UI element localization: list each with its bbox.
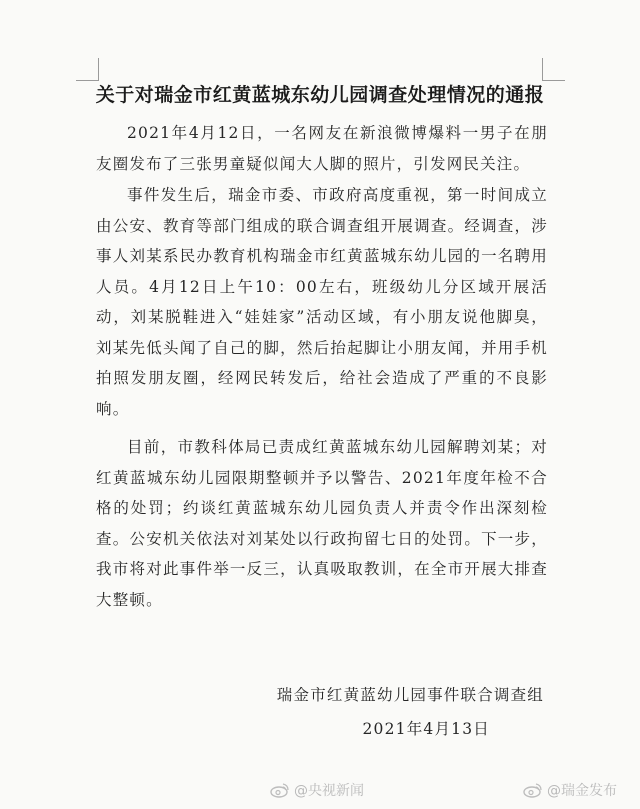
paragraph-3: 目前，市教科体局已责成红黄蓝城东幼儿园解聘刘某；对红黄蓝城东幼儿园限期整顿并予以警告、2021年度年检不合格的处罚；约谈红黄蓝城东幼儿园负责人并责令作出深刻检查。公安机关依法对刘某处以行政拘留七日的处罚。下一步，我市将对此事件举一反三，认真吸取教训，在全市开展大排查大整顿。 (96, 438, 548, 609)
corner-mark-right (542, 58, 565, 81)
paragraph-1: 2021年4月12日，一名网友在新浪微博爆料一男子在朋友圈发布了三张男童疑似闻大人脚的照片，引发网民关注。 (96, 124, 548, 173)
weibo-icon (523, 782, 543, 798)
document-body (96, 118, 548, 615)
corner-mark-left (76, 58, 99, 81)
weibo-icon (270, 782, 290, 798)
signature-date: 2021年4月13日 (362, 720, 490, 738)
watermark-cctv (270, 780, 364, 800)
signature-block (277, 678, 544, 746)
document-title: 关于对瑞金市红黄蓝城东幼儿园调查处理情况的通报 (95, 84, 545, 106)
signature-org: 瑞金市红黄蓝幼儿园事件联合调查组 (276, 686, 544, 704)
watermark-bar (0, 780, 640, 804)
watermark-cctv-text: @央视新闻 (294, 783, 364, 799)
watermark-ruijin (523, 780, 617, 800)
paragraph-2: 事件发生后，瑞金市委、市政府高度重视，第一时间成立由公安、教育等部门组成的联合调查组开展调查。经调查，涉事人刘某系民办教育机构瑞金市红黄蓝城东幼儿园的一名聘用人员。4月12日上午10：00左右，班级幼儿分区域开展活动，刘某脱鞋进入“娃娃家”活动区域，有小朋友说他脚臭，刘某先低头闻了自己的脚，然后抬起脚让小朋友闻，并用手机拍照发朋友圈，经网民转发后，给社会造成了严重的不良影响。 (96, 186, 548, 418)
watermark-ruijin-text: @瑞金发布 (547, 783, 617, 799)
